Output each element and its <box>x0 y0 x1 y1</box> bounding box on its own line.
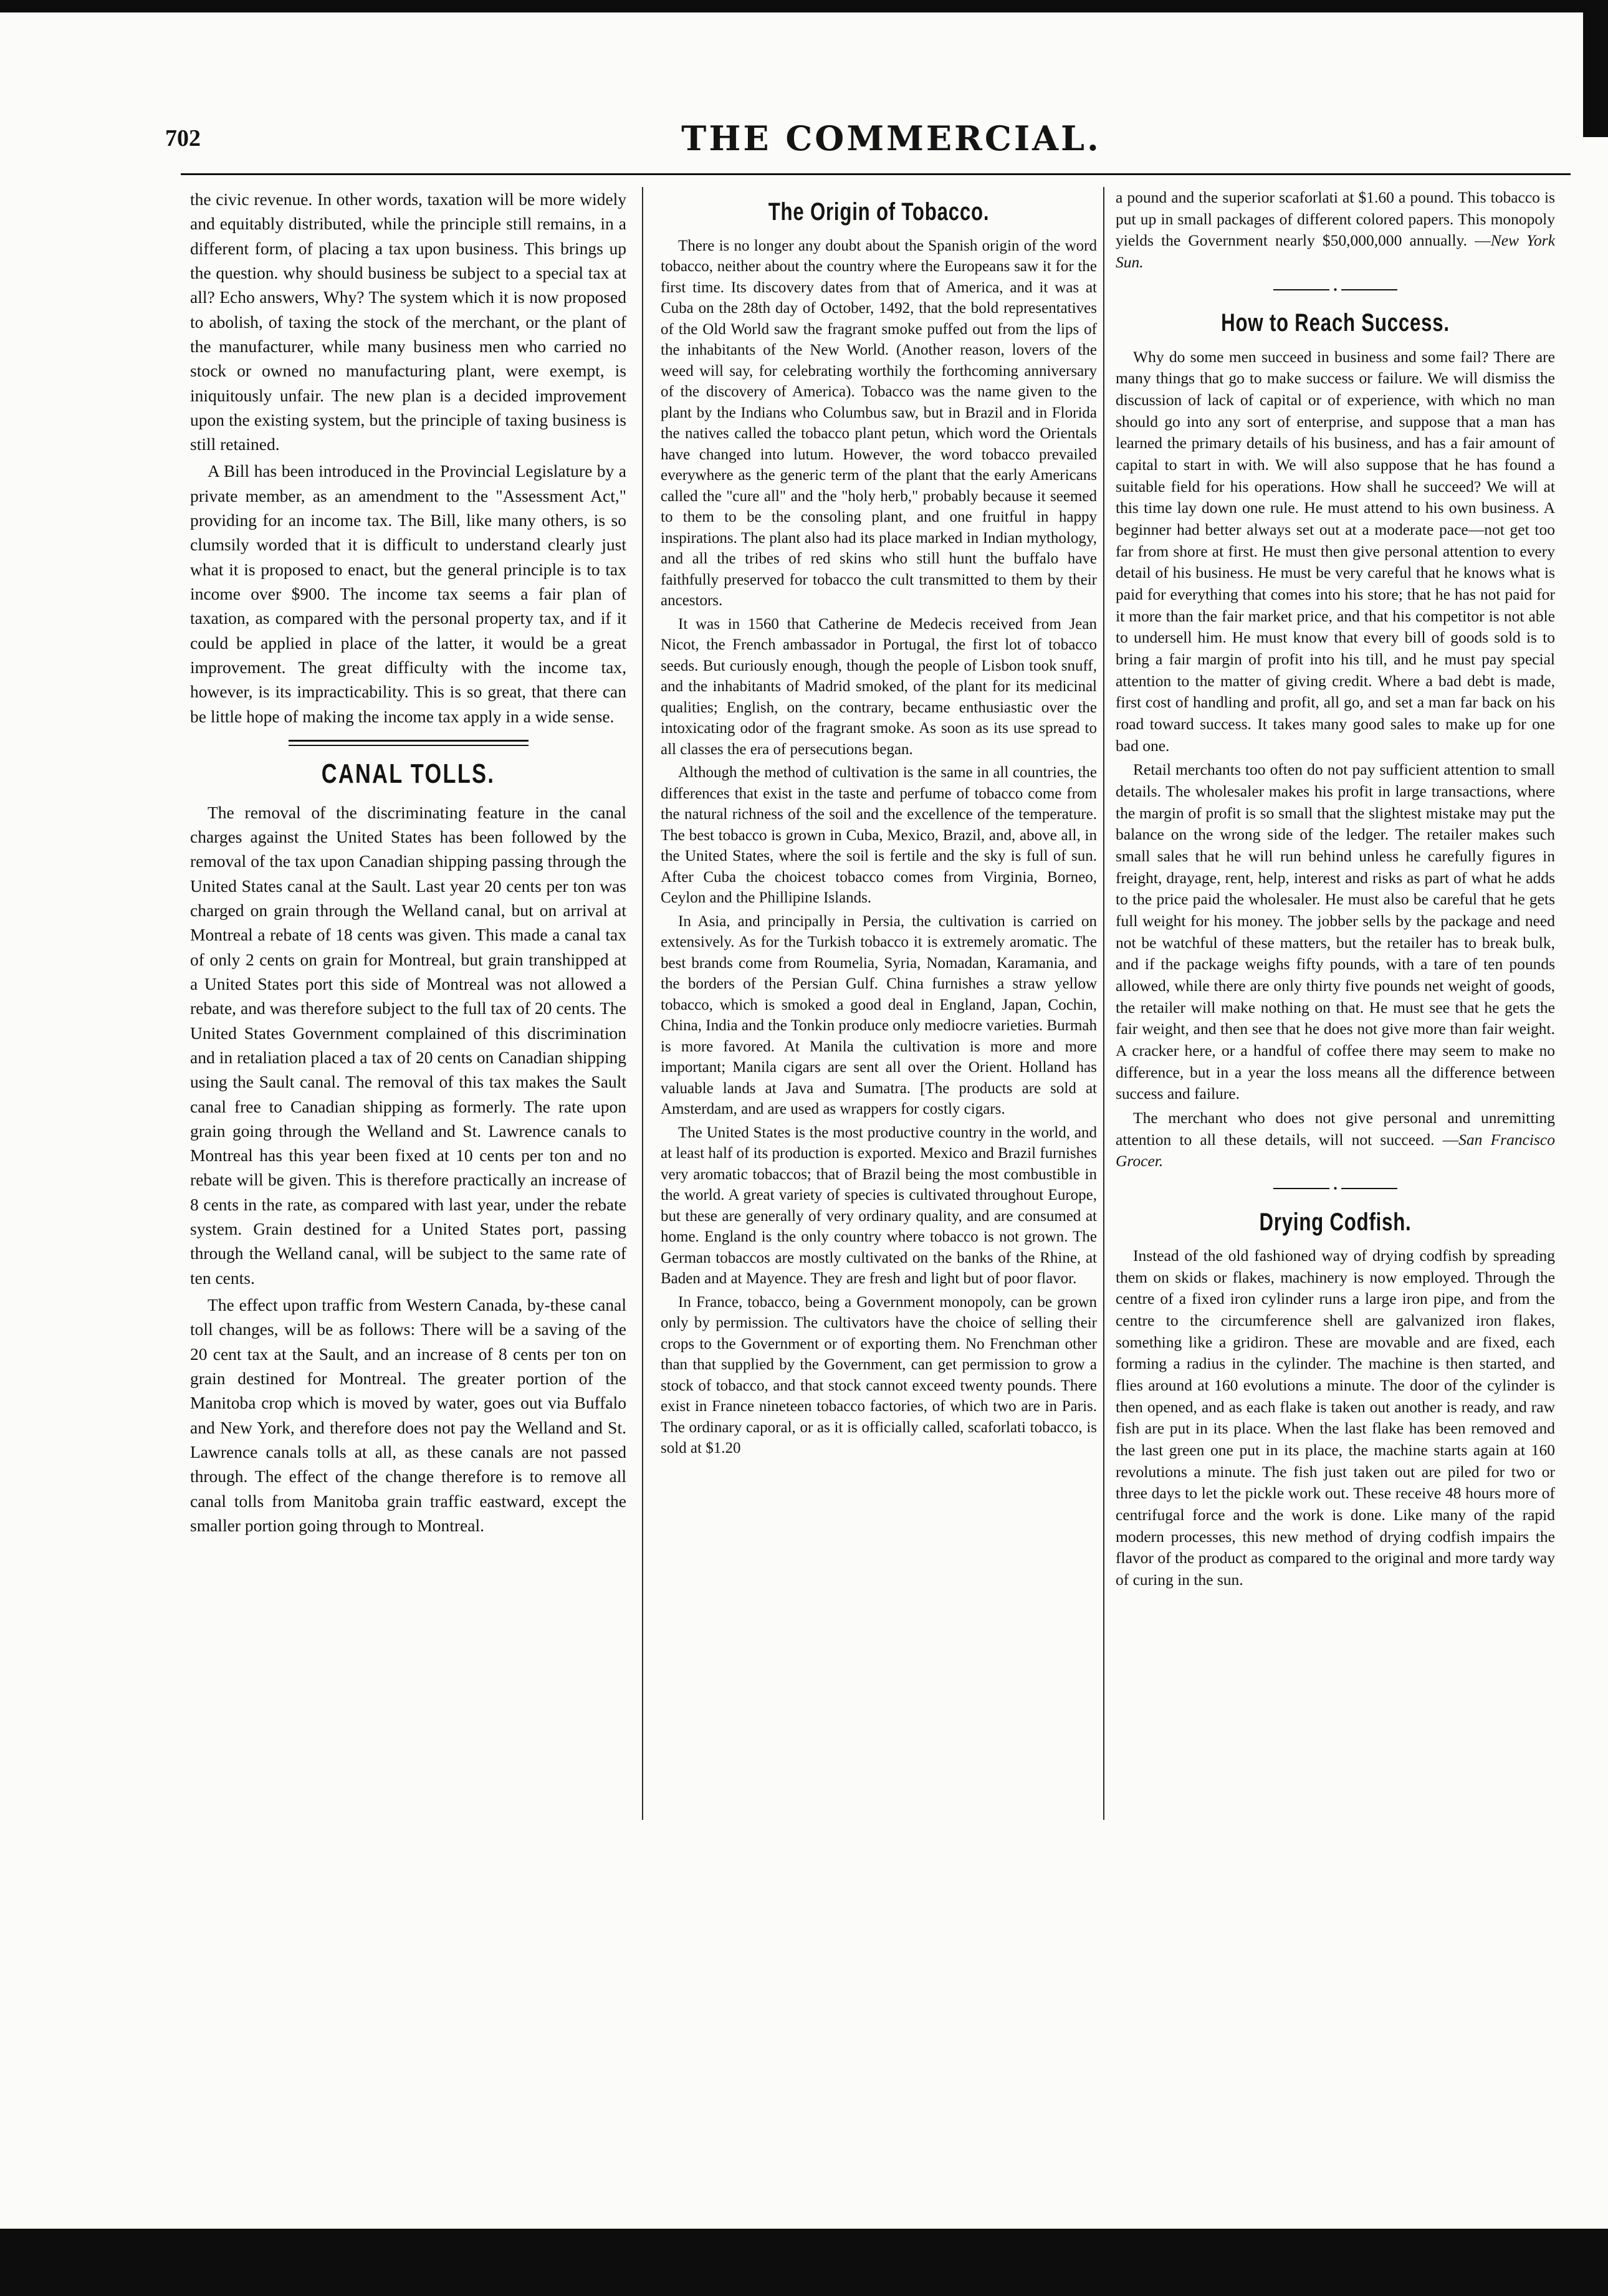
source-credit: San Francisco Grocer. <box>1116 1130 1555 1170</box>
article-title: CANAL TOLLS. <box>321 758 495 789</box>
paragraph: A Bill has been introduced in the Provincial Legislature by a private member, as an amendment to the "Assessment Act," providing for an income tax. The Bill, like many others, is so clumsily worded that it is difficult to understand clearly just what it is proposed to enact, but the general principle is to tax income over $900. The income tax seems a fair plan of taxation, as compared with the personal property tax, and if it could be applied in place of the latter, it would be a great improvement. The great difficulty with the income tax, however, is its impracticability. This is so great, that there can be little hope of making the income tax apply in a wide sense. <box>190 461 626 726</box>
paragraph: Although the method of cultivation is the same in all countries, the differences that exist in the taste and perfume of tobacco come from the natural richness of the soil and the excellence of the temperature. The best tobacco is grown in Cuba, Mexico, Brazil, and, above all, in the United States, where the soil is fertile and the sky is full of sun. After Cuba the choicest tobacco comes from Virginia, Borneo, Ceylon and the Phillipine Islands. <box>661 764 1097 907</box>
paragraph: The effect upon traffic from Western Canada, by-these canal toll changes, will be as follows: There will be a saving of the 20 cent tax at the Sault, and an increase of 8 cents per ton on grain destined for Montreal. The greater portion of the Manitoba crop which is moved by water, goes out via Buffalo and New York, and therefore does not pay the Welland and St. Lawrence canals tolls at all, as these canals are not passed through. The effect of the change therefore is to remove all canal tolls from Manitoba grain traffic eastward, except the smaller portion going through to Montreal. <box>190 1295 626 1535</box>
paragraph: Why do some men succeed in business and some fail? There are many things that go to make success or failure. We will dismiss the discussion of lack of capital or of experience, with which no man should go into any sort of enterprise, and suppose that a man has learned the primary details of his business, and has a fair amount of capital to start in with. We will also suppose that he has found a suitable field for his operations. How shall he succeed? We will at this time lay down one rule. He must attend to his own business. A beginner had better always set out at a moderate pace—not get too far from shore at first. He must then give personal attention to every detail of his business. He must be very careful that he knows what is paid for everything that comes into his store; that he has not paid for it more than the fair market price, and that his competitor is not able to undersell him. He must know that every bill of goods sold is to bring a fair margin of profit into his till, and he must pay special attention to the matter of giving credit. Where a bad debt is made, first cost of handling and profit, all go, and set a man far back on his road toward success. It takes many good sales to make up for one bad one. <box>1116 347 1555 755</box>
paragraph: Retail merchants too often do not pay sufficient attention to small details. The wholesaler makes his profit in large transactions, where the margin of profit is so small that the slightest mistake may put the balance on the wrong side of the ledger. The retailer makes such small sales that he will run behind unless he carefully figures in freight, drayage, rent, help, interest and risks as part of what he adds to the price paid the wholesaler. He must also be careful that he gets full weight for his money. The jobber sells by the package and need not be watchful of these matters, but the retailer has to break bulk, and if the package weighs fifty pounds, with a tare of ten pounds allowed, while there are only thirty five pounds net weight of goods, the retailer will make nothing on that. He must see that he gets the fair weight, and then see that he does not give more than fair weight. A cracker here, or a handful of coffee there may seem to make no difference, but in a year the loss means all the difference between success and failure. <box>1116 760 1555 1103</box>
section-divider <box>289 740 529 746</box>
paragraph: a pound and the superior scaforlati at $1.60 a pound. This tobacco is put up in small packages of different colored papers. This monopoly yields the Government nearly $50,000,000 annually. —New York Sun. <box>1116 188 1556 272</box>
scan-border-top <box>0 0 1608 12</box>
section-divider: • <box>1116 1181 1555 1196</box>
column-middle <box>661 187 1097 1461</box>
paragraph: the civic revenue. In other words, taxation will be more widely and equitably distributed, while the principle still remains, in a different form, of placing a tax upon business. This brings up the question. why should business be subject to a special tax at all? Echo answers, Why? The system which it is now proposed to abolish, of taxing the stock of the merchant, or the plant of the manufacturer, while many business men who carried no stock or owned no manufacturing plant, were exempt, is iniquitously unfair. The new plan is a decided improvement upon the existing system, but the principle of taxing business is still retained. <box>190 189 626 454</box>
paragraph: The removal of the discriminating feature in the canal charges against the United States has been followed by the removal of the tax upon Canadian shipping passing through the United States canal at the Sault. Last year 20 cents per ton was charged on grain through the Welland canal, but on arrival at Montreal a rebate of 18 cents was given. This made a canal tax of only 2 cents on grain for Montreal, but grain transhipped at a United States port this side of Montreal was not allowed a rebate, and was therefore subject to the full tax of 20 cents. The United States Government complained of this discrimination and in retaliation placed a tax of 20 cents on Canadian shipping using the Sault canal. The removal of this tax makes the Sault canal free to Canadian shipping as formerly. The rate upon grain going through the Welland and St. Lawrence canals to Montreal has this year been fixed at 10 cents per ton and no rebate will be given. This is therefore practically an increase of 8 cents in the rate, as compared with last year, under the rebate system. Grain destined for a United States port, passing through the Welland canal, will be subject to the same rate of ten cents. <box>190 802 626 1288</box>
scan-border-bottom <box>0 2229 1608 2296</box>
article-title: Drying Codfish. <box>1259 1208 1412 1236</box>
paragraph: The merchant who does not give personal and unremitting attention to all these details, will not succeed. —San Francisco Grocer. <box>1116 1109 1555 1170</box>
paragraph: There is no longer any doubt about the Spanish origin of the word tobacco, neither about the country where the Europeans saw it for the first time. Its discovery dates from that of America, and it was at Cuba on the 28th day of October, 1492, that the bold representatives of the Old World saw the fragrant smoke puffed out from the lips of the inhabitants of the New World. (Another reason, lovers of the weed will say, for celebrating worthily the forthcoming anniversary of the discovery of America). Tobacco was the name given to the plant by the Indians who Columbus saw, but in Brazil and in Florida the natives called the tobacco plant petun, which word the Orientals have changed into lutum. However, the word tobacco prevailed everywhere as the generic term of the plant that the early Americans called the "cure all" and the "holy herb," probably because it seemed to them to be the consoling plant, and one fruitful in happy inspirations. The plant also had its place marked in Indian mythology, and all the tribes of red skins who still hunt the buffalo have faithfully preserved for tobacco the cult transmitted to them by their ancestors. <box>661 237 1097 610</box>
column-right <box>1116 187 1555 1594</box>
paragraph: In Asia, and principally in Persia, the cultivation is carried on extensively. As for the Turkish tobacco it is extremely aromatic. The best brands come from Roumelia, Syria, Nomadan, Karamania, and the borders of the Persian Gulf. China furnishes a straw yellow tobacco, which is smoked a good deal in England, Japan, Cochin, China, India and the Tonkin produce only mediocre varieties. Burmah is more favored. At Manila the cultivation is more and more important; Manila cigars are sent all over the Orient. Holland has valuable lands at Java and Sumatra. [The products are sold at Amsterdam, and are used as wrappers for costly cigars. <box>661 912 1097 1118</box>
source-credit: New York Sun. <box>1116 231 1556 272</box>
scan-border-right <box>1583 0 1608 137</box>
paragraph-text: The merchant who does not give personal and unremitting attention to all these details, will not succeed. <box>1116 1109 1555 1149</box>
section-divider: • <box>1116 282 1555 297</box>
paragraph: It was in 1560 that Catherine de Medecis received from Jean Nicot, the French ambassador in Portugal, the first lot of tobacco seeds. But curiously enough, though the people of Lisbon took snuff, and the inhabitants of Madrid smoked, of the plant for its medicinal qualities; English, on the contrary, became enthusiastic over the intoxicating odor of the fragrant smoke. As soon as its use spread to all classes the era of persecutions began. <box>661 615 1097 758</box>
column-left <box>190 187 626 1540</box>
page-number: 702 <box>165 125 201 151</box>
header-rule <box>181 173 1571 175</box>
column-divider <box>642 187 643 1820</box>
article-title: How to Reach Success. <box>1221 309 1450 337</box>
article-title: The Origin of Tobacco. <box>768 198 990 226</box>
paragraph-text: a pound and the superior scaforlati at $1.60 a pound. This tobacco is put up in small packages of different colored papers. This monopoly yields the Government nearly $50,000,000 annually. <box>1116 188 1555 250</box>
masthead: THE COMMERCIAL. <box>681 118 1101 158</box>
paragraph: Instead of the old fashioned way of drying codfish by spreading them on skids or flakes, machinery is now employed. Through the centre of a fixed iron cylinder runs a large iron pipe, and from the centre to the circumference shell are galvanized iron flakes, something like a gridiron. These are movable and are fixed, each forming a radius in the cylinder. The machine is then started, and flies around at 160 evolutions a minute. The door of the cylinder is then opened, and as each flake is taken out another is ready, and raw fish are put in its place. When the last flake has been removed and the last green one put in its place, the machine starts again at 160 revolutions a minute. The fish just taken out are piled for two or three days to let the pickle work out. These receive 48 hours more of centrifugal force and the work is done. Like many of the rapid modern processes, this new method of drying codfish impairs the flavor of the product as compared to the original and more tardy way of curing in the sun. <box>1116 1246 1555 1589</box>
paragraph: In France, tobacco, being a Government monopoly, can be grown only by permission. The cultivators have the choice of selling their crops to the Government or of exporting them. No Frenchman other than that supplied by the Government, can get permission to grow a stock of tobacco, and that stock cannot exceed twenty pounds. There exist in France nineteen tobacco factories, of which two are in Paris. The ordinary caporal, or as it is officially called, scaforlati tobacco, is sold at $1.20 <box>661 1293 1097 1457</box>
column-divider <box>1103 187 1104 1820</box>
paragraph: The United States is the most productive country in the world, and at least half of its production is exported. Mexico and Brazil furnishes very aromatic tobaccos; that of Brazil being the most combustible in the world. A great variety of species is cultivated throughout Europe, but these are generally of very ordinary quality, and are consumed at home. England is the only country where tobacco is not grown. The German tobaccos are mostly cultivated on the banks of the Rhine, at Baden and at Mayence. They are fresh and light but of poor flavor. <box>661 1124 1097 1288</box>
